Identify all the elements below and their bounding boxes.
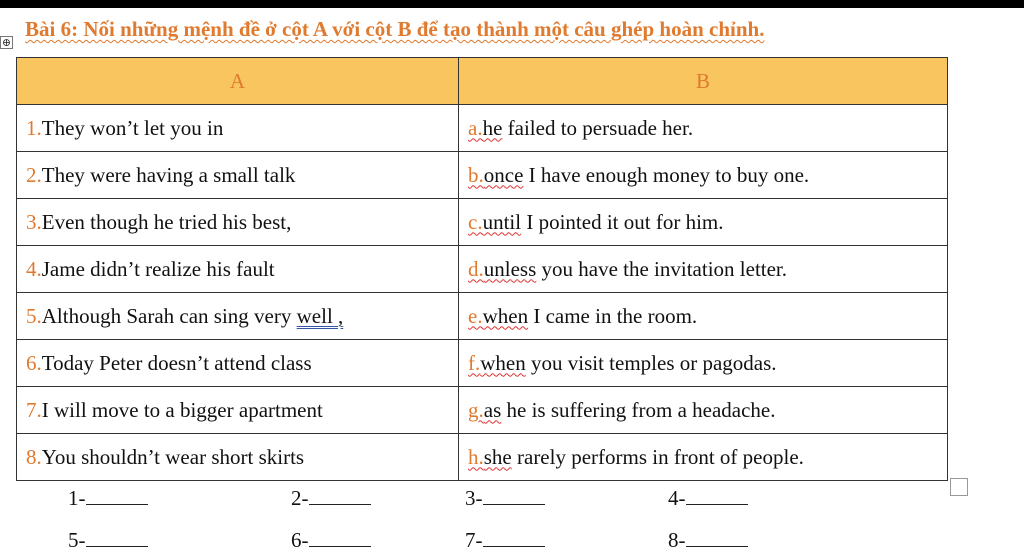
option-letter: b.	[468, 162, 484, 187]
option-letter: f.	[468, 350, 481, 375]
answer-label: 7-	[465, 528, 483, 552]
clause-b-text: you have the invitation letter.	[536, 256, 788, 281]
option-letter: e.	[468, 303, 483, 328]
clause-b-first-word: she	[483, 444, 512, 469]
checkbox[interactable]	[950, 478, 968, 496]
answer-field[interactable]	[668, 528, 748, 553]
option-letter: d.	[468, 256, 484, 281]
answer-label: 3-	[465, 486, 483, 510]
clause-b-text: I have enough money to buy one.	[523, 162, 810, 187]
clause-b-text: he is suffering from a headache.	[501, 397, 776, 422]
clause-a-text: Although Sarah can sing very	[41, 303, 297, 328]
clause-b-text: rarely performs in front of people.	[511, 444, 804, 469]
clause-b-first-word: when	[480, 350, 526, 375]
answer-label: 1-	[68, 486, 86, 510]
column-b-cell	[459, 152, 948, 199]
clause-b-text: failed to persuade her.	[502, 115, 694, 140]
answer-field[interactable]	[668, 486, 748, 511]
clause-a-text: Today Peter doesn’t attend class	[41, 350, 312, 375]
column-b-cell	[459, 387, 948, 434]
column-a-cell	[17, 105, 459, 152]
clause-b-first-word: once	[483, 162, 524, 187]
item-number: 8.	[26, 444, 42, 469]
table-header-row	[17, 58, 948, 105]
answer-blank[interactable]	[686, 486, 748, 505]
column-a-cell	[17, 434, 459, 481]
option-letter: c.	[468, 209, 483, 234]
answer-field[interactable]	[291, 486, 371, 511]
clause-a-text: I will move to a bigger apartment	[41, 397, 323, 422]
option-letter: h.	[468, 444, 484, 469]
column-a-cell	[17, 340, 459, 387]
clause-a-tail: well ,	[296, 303, 344, 328]
column-a-cell	[17, 199, 459, 246]
table-row	[17, 293, 948, 340]
table-move-handle-icon[interactable]: ⊕	[1, 37, 12, 49]
clause-b-first-word: as	[483, 397, 502, 422]
clause-a-text: They won’t let you in	[41, 115, 224, 140]
item-number: 6.	[26, 350, 42, 375]
column-a-cell	[17, 246, 459, 293]
clause-b-first-word: until	[482, 209, 522, 234]
column-a-header: A	[17, 58, 459, 105]
option-letter: g.	[468, 397, 484, 422]
table-row	[17, 387, 948, 434]
answer-blank[interactable]	[483, 528, 545, 547]
clause-b-text: you visit temples or pagodas.	[525, 350, 777, 375]
answer-label: 2-	[291, 486, 309, 510]
clause-b-text: I pointed it out for him.	[521, 209, 724, 234]
column-b-cell	[459, 340, 948, 387]
answer-field[interactable]	[291, 528, 371, 553]
option-letter: a.	[468, 115, 483, 140]
clause-a-text: Jame didn’t realize his fault	[41, 256, 275, 281]
table-row	[17, 199, 948, 246]
clause-b-first-word: when	[482, 303, 529, 328]
answer-label: 6-	[291, 528, 309, 552]
matching-table	[16, 57, 948, 481]
table-row	[17, 105, 948, 152]
item-number: 4.	[26, 256, 42, 281]
clause-b-first-word: he	[482, 115, 503, 140]
top-bar	[0, 0, 1024, 8]
answer-blank[interactable]	[309, 486, 371, 505]
table-row	[17, 340, 948, 387]
clause-b-text: I came in the room.	[528, 303, 698, 328]
column-b-cell	[459, 105, 948, 152]
answer-field[interactable]	[465, 486, 545, 511]
column-b-cell	[459, 434, 948, 481]
item-number: 2.	[26, 162, 42, 187]
column-b-header: B	[459, 58, 948, 105]
answer-field[interactable]	[68, 486, 148, 511]
item-number: 7.	[26, 397, 42, 422]
answer-blank[interactable]	[483, 486, 545, 505]
answer-field[interactable]	[68, 528, 148, 553]
exercise-title: Bài 6: Nối những mệnh đề ở cột A với cột B để tạo thành một câu ghép hoàn chỉnh.	[25, 17, 765, 41]
answer-blank[interactable]	[686, 528, 748, 547]
column-b-cell	[459, 246, 948, 293]
answer-blank[interactable]	[86, 528, 148, 547]
table-row	[17, 434, 948, 481]
clause-a-text: They were having a small talk	[41, 162, 296, 187]
column-b-cell	[459, 199, 948, 246]
answer-blank[interactable]	[309, 528, 371, 547]
table-row	[17, 152, 948, 199]
clause-a-text: You shouldn’t wear short skirts	[41, 444, 305, 469]
answer-label: 4-	[668, 486, 686, 510]
answer-blank[interactable]	[86, 486, 148, 505]
item-number: 1.	[26, 115, 42, 140]
answer-label: 5-	[68, 528, 86, 552]
item-number: 3.	[26, 209, 42, 234]
column-a-cell	[17, 293, 459, 340]
table-row	[17, 246, 948, 293]
answer-label: 8-	[668, 528, 686, 552]
answer-field[interactable]	[465, 528, 545, 553]
clause-b-first-word: unless	[483, 256, 537, 281]
column-b-cell	[459, 293, 948, 340]
clause-a-text: Even though he tried his best,	[41, 209, 292, 234]
column-a-cell	[17, 387, 459, 434]
column-a-cell	[17, 152, 459, 199]
item-number: 5.	[26, 303, 42, 328]
